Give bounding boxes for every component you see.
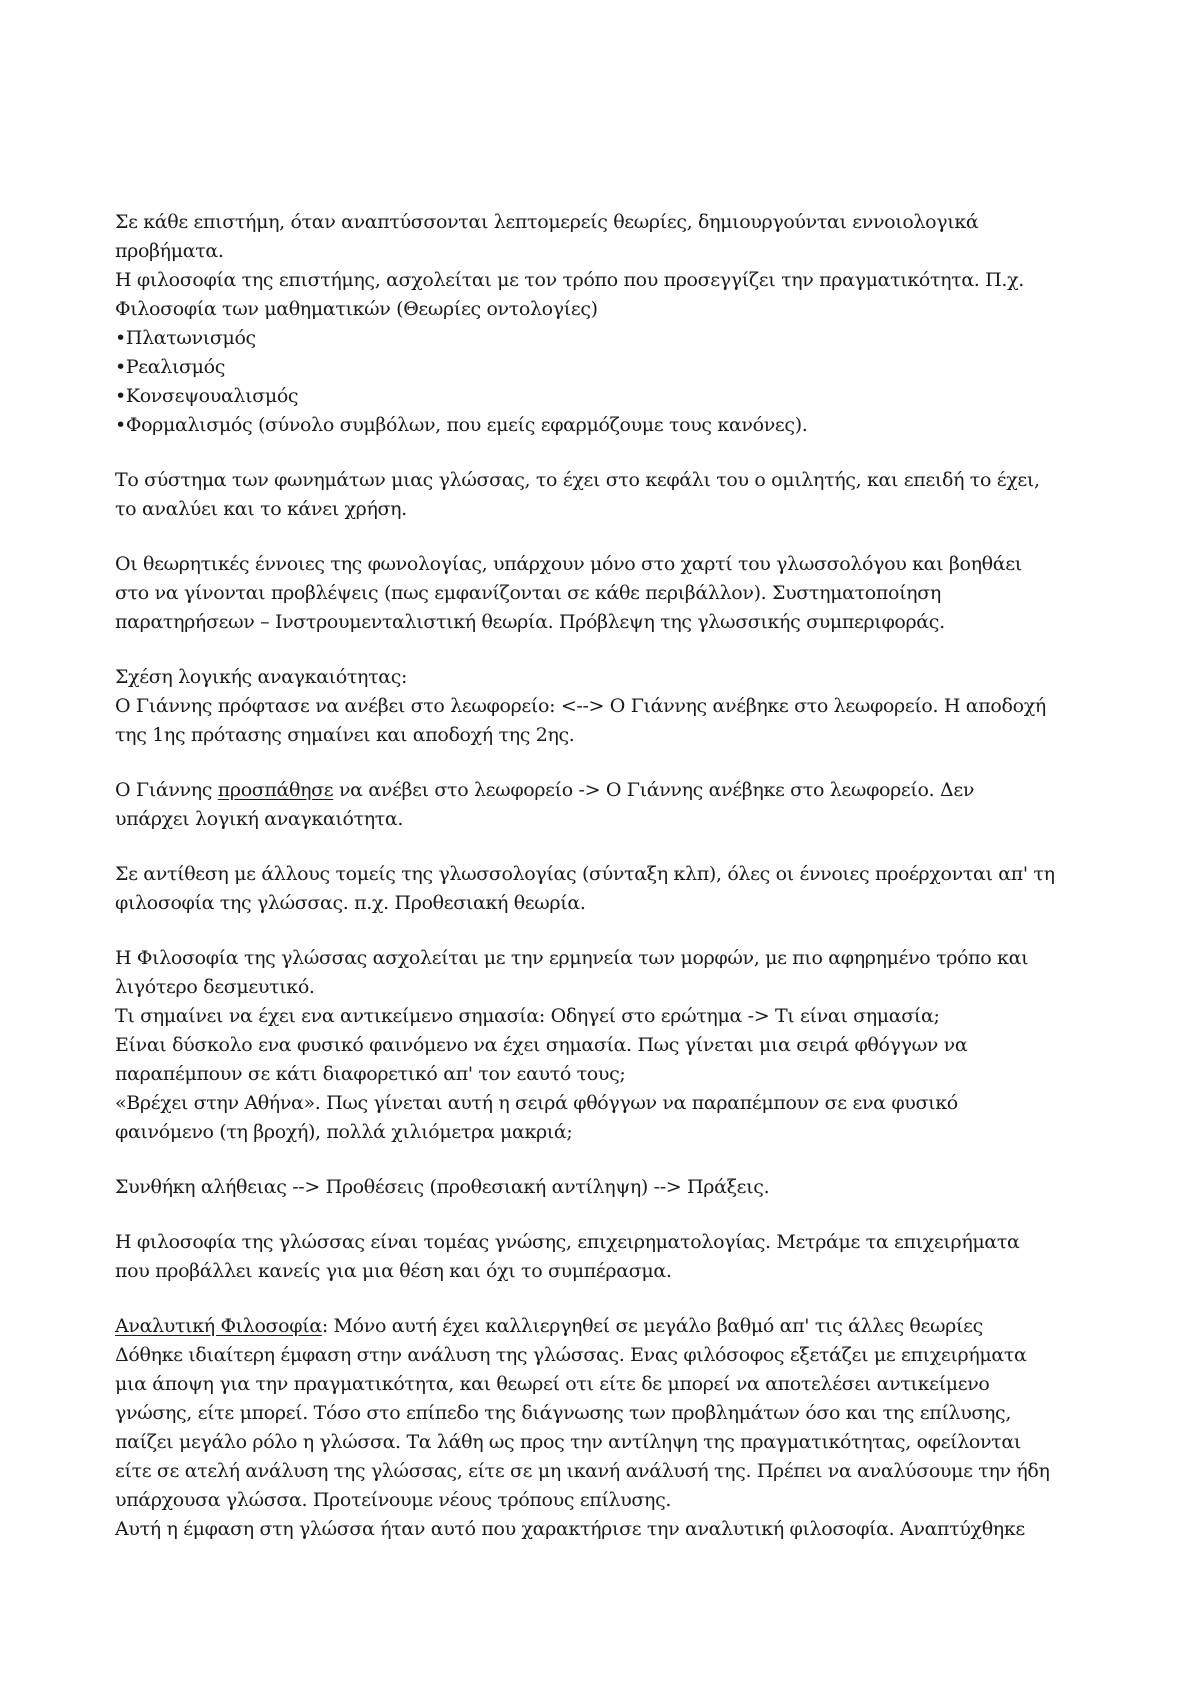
text-line <box>115 1312 1100 1341</box>
text-line: γνώσης, είτε μπορεί. Τόσο στο επίπεδο της διάγνωσης των προβλημάτων όσο και της επίλυσης, <box>115 1402 1012 1424</box>
paragraph-gap <box>115 1147 1100 1173</box>
text-line: παρατηρήσεων – Ινστρουμενταλιστική θεωρία. Πρόβλεψη της γλωσσικής συμπεριφοράς. <box>115 611 945 633</box>
paragraph-5 <box>115 776 1100 834</box>
text-line: της 1ης πρότασης σημαίνει και αποδοχή της 2ης. <box>115 724 575 746</box>
underlined-word: προσπάθησε <box>217 779 334 801</box>
text-line: Σε αντίθεση με άλλους τομείς της γλωσσολογίας (σύνταξη κλπ), όλες οι έννοιες προέρχονται απ' τη <box>115 863 1055 885</box>
text-line: φιλοσοφία της γλώσσας. π.χ. Προθεσιακή θεωρία. <box>115 892 586 914</box>
text-line: Τι σημαίνει να έχει ενα αντικείμενο σημασία: Οδηγεί στο ερώτημα -> Τι είναι σημασία; <box>115 1005 940 1027</box>
text-line: Φιλοσοφία των μαθηματικών (Θεωρίες οντολογίες) <box>115 298 598 320</box>
text-line: Σχέση λογικής αναγκαιότητας: <box>115 666 408 688</box>
paragraph-gap <box>115 918 1100 944</box>
text-line: φαινόμενο (τη βροχή), πολλά χιλιόμετρα μακριά; <box>115 1121 573 1143</box>
text-line: Η φιλοσοφία της γλώσσας είναι τομέας γνώσης, επιχειρηματολογίας. Μετράμε τα επιχειρήματα <box>115 1231 1020 1253</box>
text-line: Σε κάθε επιστήμη, όταν αναπτύσσονται λεπτομερείς θεωρίες, δημιουργούνται εννοιολογικά <box>115 211 979 233</box>
text-line: που προβάλλει κανείς για μια θέση και όχι το συμπέρασμα. <box>115 1260 672 1282</box>
bullet-item: •Πλατωνισμός <box>115 327 256 349</box>
text-line <box>115 776 1100 805</box>
paragraph-gap <box>115 1202 1100 1228</box>
text-line: λιγότερο δεσμευτικό. <box>115 976 315 998</box>
text-run: να ανέβει στο λεωφορείο -> Ο Γιάννης ανέβηκε στο λεωφορείο. Δεν <box>333 779 975 801</box>
paragraph-gap <box>115 637 1100 663</box>
text-line: «Βρέχει στην Αθήνα». Πως γίνεται αυτή η σειρά φθόγγων να παραπέμπουν σε ενα φυσικό <box>115 1092 958 1114</box>
paragraph-1 <box>115 208 1100 440</box>
text-line: στο να γίνονται προβλέψεις (πως εμφανίζονται σε κάθε περιβάλλον). Συστηματοποίηση <box>115 582 941 604</box>
text-line: είτε σε ατελή ανάλυση της γλώσσας, είτε σε μη ικανή ανάλυσή της. Πρέπει να αναλύσουμε την ήδη <box>115 1460 1050 1482</box>
paragraph-4 <box>115 663 1100 750</box>
paragraph-gap <box>115 834 1100 860</box>
paragraph-gap <box>115 440 1100 466</box>
text-line: Δόθηκε ιδιαίτερη έμφαση στην ανάλυση της γλώσσας. Ενας φιλόσοφος εξετάζει με επιχειρήματα <box>115 1344 1027 1366</box>
text-line: μια άποψη για την πραγματικότητα, και θεωρεί οτι είτε δε μπορεί να αποτελέσει αντικείμενο <box>115 1373 990 1395</box>
paragraph-gap <box>115 1286 1100 1312</box>
bullet-item: •Ρεαλισμός <box>115 356 226 378</box>
text-run: Ο Γιάννης <box>115 779 218 801</box>
text-line: υπάρχει λογική αναγκαιότητα. <box>115 808 404 830</box>
text-line: Η φιλοσοφία της επιστήμης, ασχολείται με τον τρόπο που προσεγγίζει την πραγματικότητα. Π.χ. <box>115 269 1024 291</box>
text-line: Συνθήκη αλήθειας --> Προθέσεις (προθεσιακή αντίληψη) --> Πράξεις. <box>115 1176 770 1198</box>
text-line: Οι θεωρητικές έννοιες της φωνολογίας, υπάρχουν μόνο στο χαρτί του γλωσσολόγου και βοηθάει <box>115 553 1022 575</box>
bullet-item: •Κονσεψουαλισμός <box>115 385 299 407</box>
text-line: το αναλύει και το κάνει χρήση. <box>115 498 407 520</box>
text-line: Η Φιλοσοφία της γλώσσας ασχολείται με την ερμηνεία των μορφών, με πιο αφηρημένο τρόπο και <box>115 947 1029 969</box>
text-line: παραπέμπουν σε κάτι διαφορετικό απ' τον εαυτό τους; <box>115 1063 626 1085</box>
paragraph-2 <box>115 466 1100 524</box>
paragraph-10 <box>115 1312 1100 1544</box>
paragraph-7 <box>115 944 1100 1147</box>
text-line: Αυτή η έμφαση στη γλώσσα ήταν αυτό που χαρακτήρισε την αναλυτική φιλοσοφία. Αναπτύχθηκε <box>115 1518 1025 1540</box>
text-line: προβήματα. <box>115 240 224 262</box>
text-line: υπάρχουσα γλώσσα. Προτείνουμε νέους τρόπους επίλυσης. <box>115 1489 672 1511</box>
paragraph-gap <box>115 524 1100 550</box>
text-line: Το σύστημα των φωνημάτων μιας γλώσσας, το έχει στο κεφάλι του ο ομιλητής, και επειδή το έχει, <box>115 469 1040 491</box>
text-run: : Μόνο αυτή έχει καλλιεργηθεί σε μεγάλο βαθμό απ' τις άλλες θεωρίες <box>321 1315 983 1337</box>
text-line: Ο Γιάννης πρόφτασε να ανέβει στο λεωφορείο: <--> Ο Γιάννης ανέβηκε στο λεωφορείο. Η αποδοχή <box>115 695 1046 717</box>
text-line: Είναι δύσκολο ενα φυσικό φαινόμενο να έχει σημασία. Πως γίνεται μια σειρά φθόγγων να <box>115 1034 968 1056</box>
bullet-item: •Φορμαλισμός (σύνολο συμβόλων, που εμείς εφαρμόζουμε τους κανόνες). <box>115 414 808 436</box>
paragraph-6 <box>115 860 1100 918</box>
underlined-heading: Αναλυτική Φιλοσοφία <box>115 1315 322 1337</box>
paragraph-8 <box>115 1173 1100 1202</box>
text-line: παίζει μεγάλο ρόλο η γλώσσα. Τα λάθη ως προς την αντίληψη της πραγματικότητας, οφείλονται <box>115 1431 1021 1453</box>
paragraph-3 <box>115 550 1100 637</box>
paragraph-gap <box>115 750 1100 776</box>
paragraph-9 <box>115 1228 1100 1286</box>
document-body <box>115 208 1100 1544</box>
